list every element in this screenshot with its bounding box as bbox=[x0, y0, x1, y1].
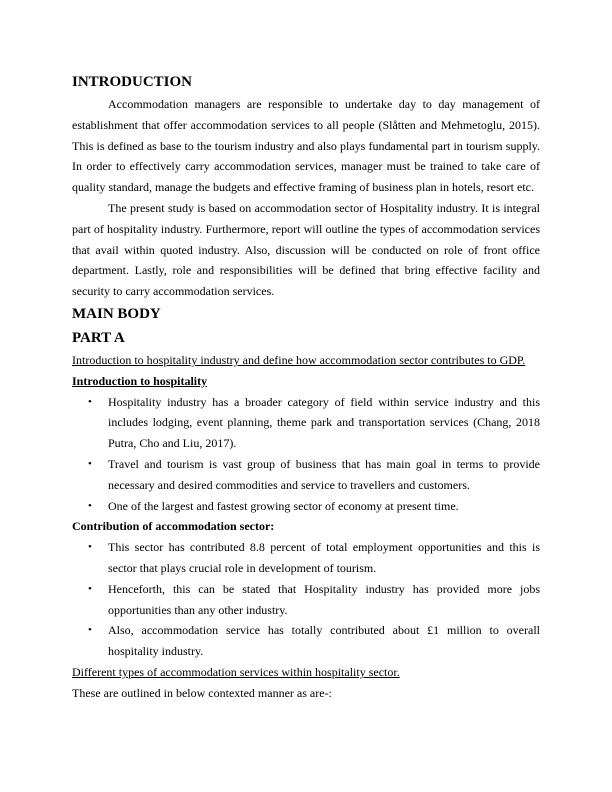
list-item bbox=[72, 620, 540, 662]
subheading-contribution: Contribution of accommodation sector: bbox=[72, 519, 275, 534]
part-a-heading: PART A bbox=[72, 329, 125, 346]
bullet-icon: • bbox=[88, 499, 92, 512]
bullet-icon: • bbox=[88, 395, 92, 408]
list-item-text: Henceforth, this can be stated that Hospitality industry has provided more jobs opportunities than any other industry. bbox=[108, 581, 540, 617]
closing-line: These are outlined in below contexted manner as are-: bbox=[72, 685, 332, 700]
list-item bbox=[72, 496, 540, 517]
list-item-text: Hospitality industry has a broader category of field within service industry and this includes lodging, event planning, theme park and transportation services (Chang, 2018 Putra, Cho and Liu, 2017). bbox=[108, 394, 540, 451]
list-item-text: This sector has contributed 8.8 percent of total employment opportunities and this is sector that plays crucial role in development of tourism. bbox=[108, 540, 540, 575]
bullet-icon: • bbox=[88, 541, 92, 554]
list-item bbox=[72, 537, 540, 579]
list-item-text: Travel and tourism is vast group of business that has main goal in terms to provide necessary and desired commodities and service to travellers and customers. bbox=[108, 456, 540, 492]
main-body-heading: MAIN BODY bbox=[72, 305, 161, 322]
introduction-paragraph-2: The present study is based on accommodation sector of Hospitality industry. It is integral part of hospitality industry. Furthermore, report will outline the types of accommodation services that avail within quoted industry. Also, discussion will be conducted on role of front office department. Lastly, role and responsibilities will be defined that bring effective facility and security to carry accommodation services. bbox=[72, 200, 540, 299]
subheading-introduction-to-hospitality: Introduction to hospitality bbox=[72, 373, 208, 388]
introduction-heading: INTRODUCTION bbox=[72, 74, 193, 90]
bullet-icon: • bbox=[88, 624, 92, 637]
list-item bbox=[72, 454, 540, 496]
introduction-paragraph-1: Accommodation managers are responsible to undertake day to day management of establishment that offer accommodation services to all people (Slåtten and Mehmetoglu, 2015). This is defined as base to the tourism industry and also plays fundamental part in tourism supply. In order to effectively carry accommodation services, manager must be trained to take care of quality standard, manage the budgets and effective framing of business plan in hotels, resort etc. bbox=[72, 97, 540, 195]
list-item-text: Also, accommodation service has totally contributed about £1 million to overall hospitality industry. bbox=[108, 623, 540, 659]
bullet-icon: • bbox=[88, 457, 92, 470]
bullet-list-contribution bbox=[72, 537, 540, 662]
list-item bbox=[72, 392, 540, 454]
topic-heading-accommodation-types: Different types of accommodation services within hospitality sector. bbox=[72, 664, 400, 679]
bullet-icon: • bbox=[88, 582, 92, 595]
list-item bbox=[72, 579, 540, 621]
bullet-list-hospitality bbox=[72, 392, 540, 517]
list-item-text: One of the largest and fastest growing sector of economy at present time. bbox=[108, 498, 459, 513]
topic-heading-gdp: Introduction to hospitality industry and define how accommodation sector contributes to GDP. bbox=[72, 352, 526, 367]
